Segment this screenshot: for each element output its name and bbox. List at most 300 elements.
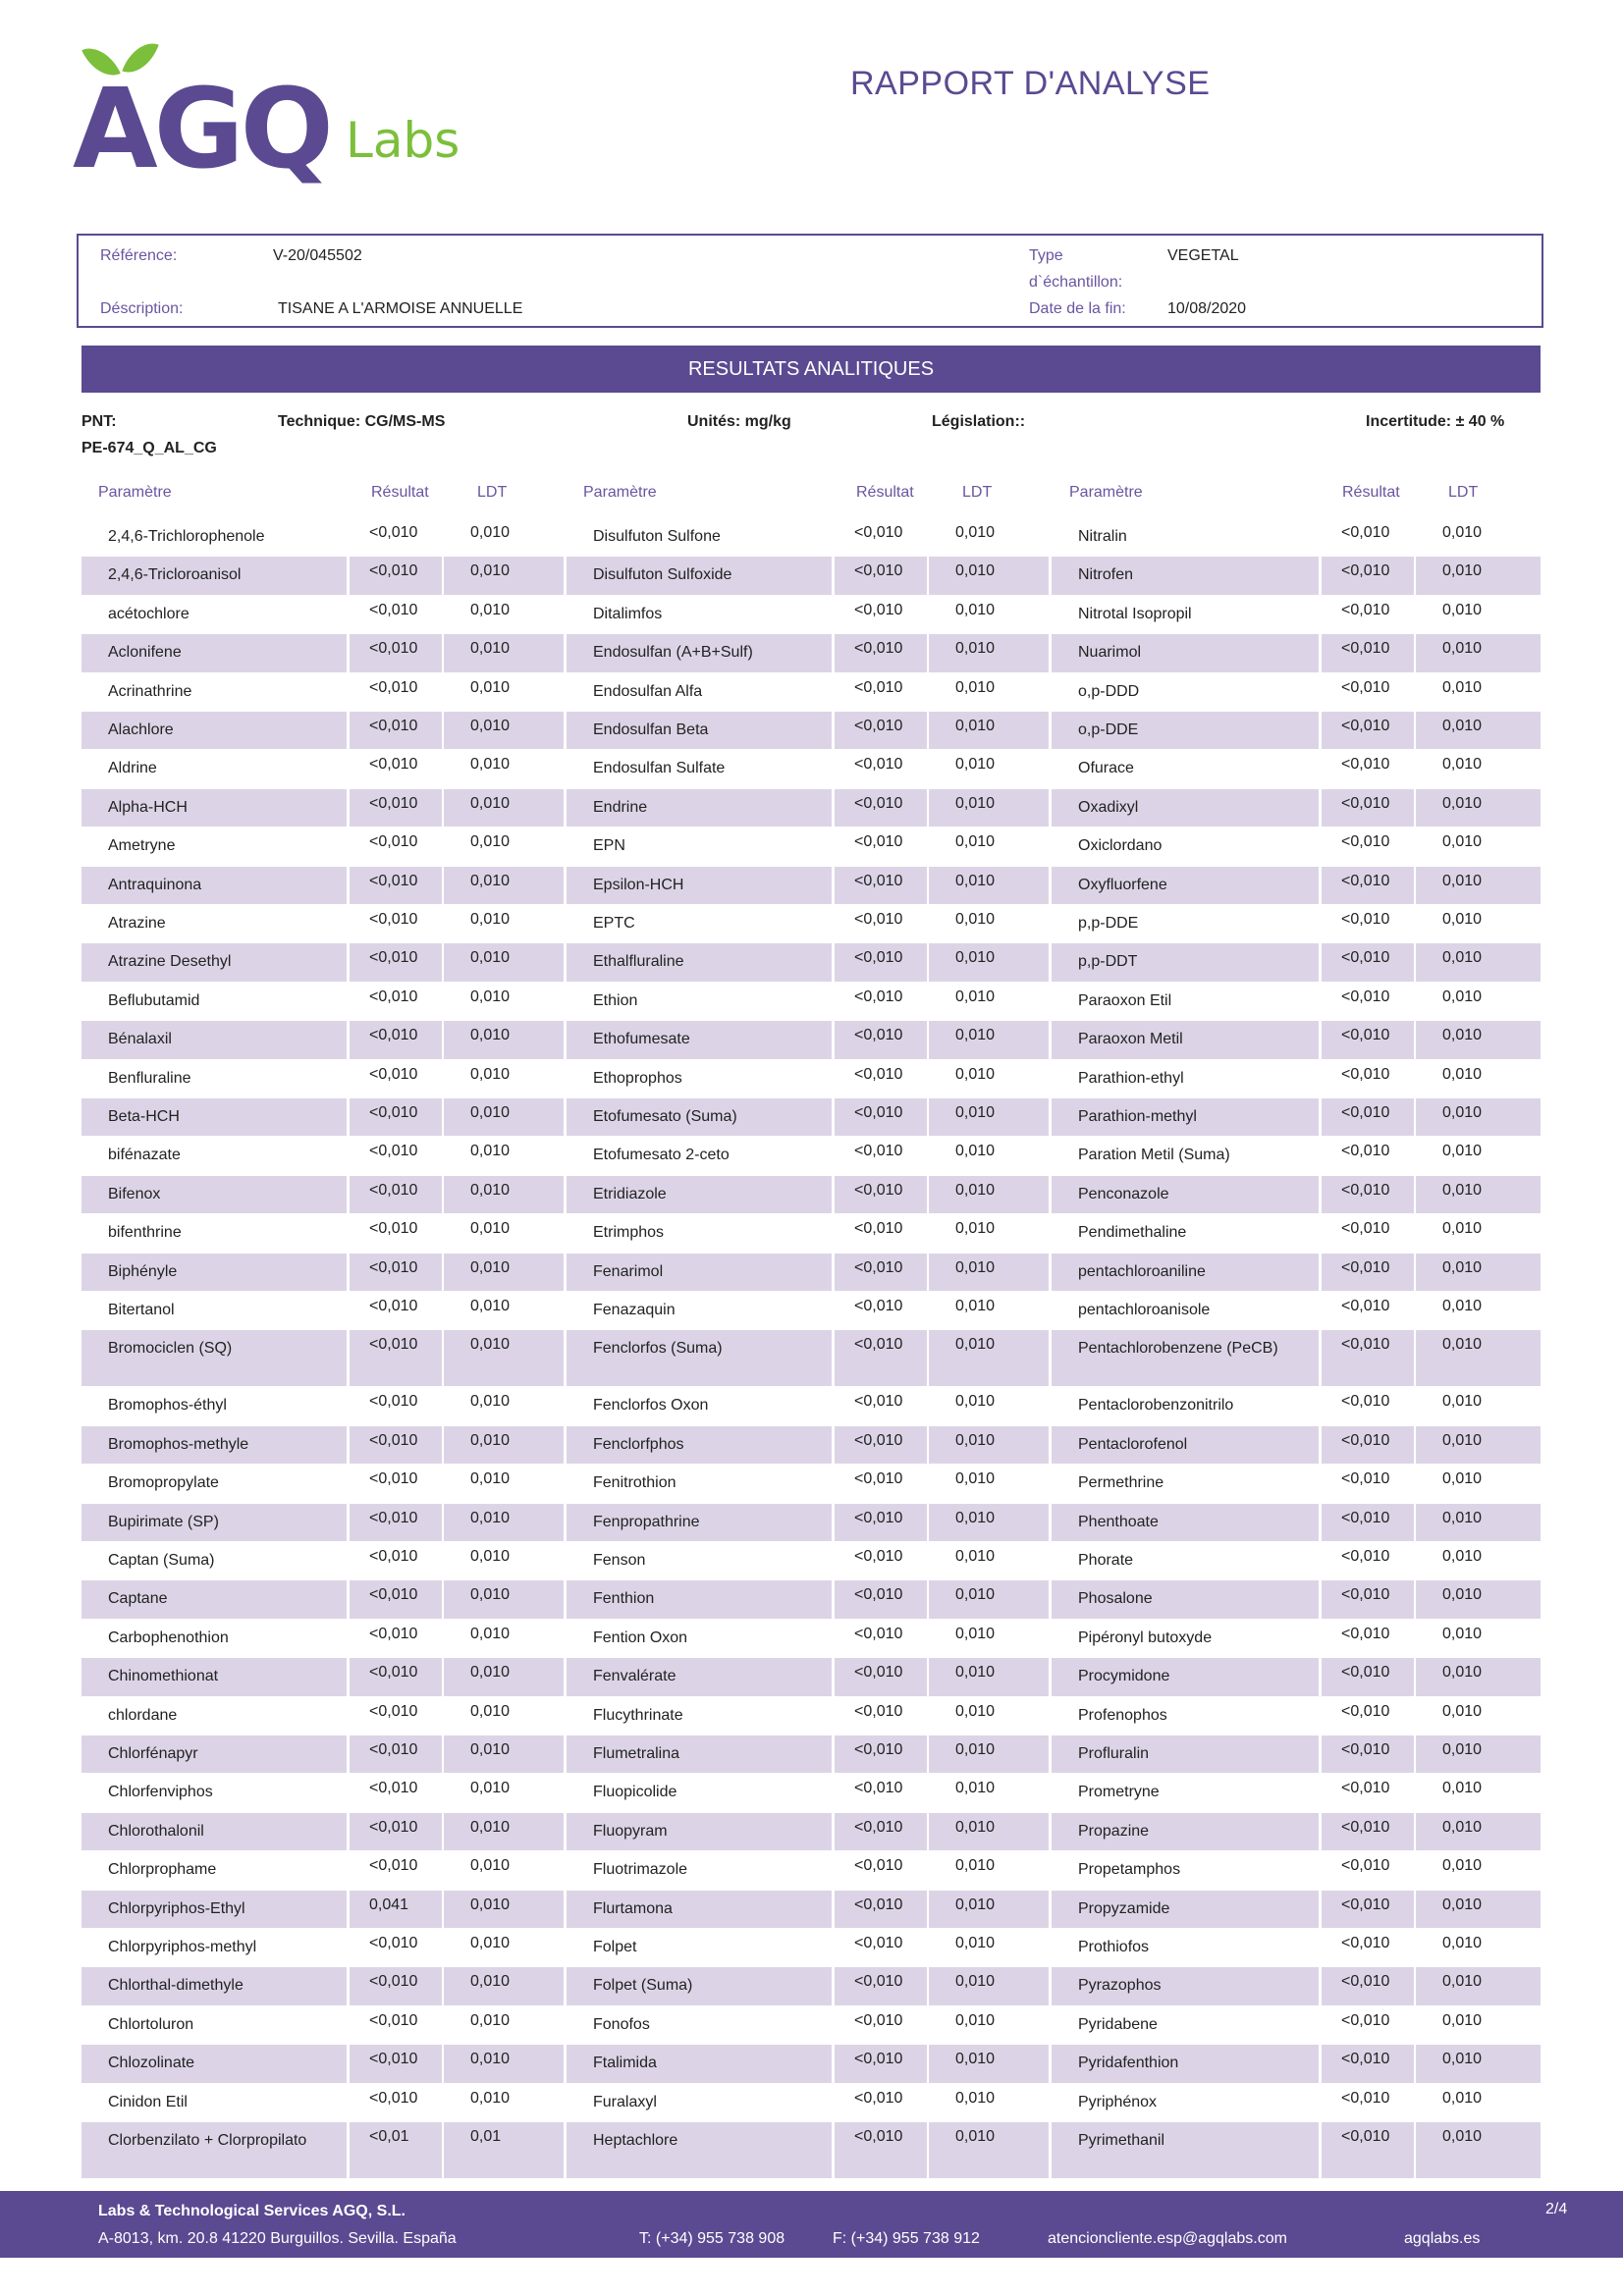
result-cell: 0,041 <box>350 1891 442 1928</box>
table-row <box>81 518 1541 556</box>
col-header-ldt-3: LDT <box>1448 484 1479 501</box>
ldt-cell: 0,010 <box>470 988 511 1005</box>
parameter-cell: Prometryne <box>1078 1784 1160 1801</box>
ldt-cell: 0,010 <box>955 1393 996 1411</box>
table-row <box>81 2045 1541 2082</box>
table-row <box>81 1658 1541 1695</box>
ldt-cell: 0,010 <box>470 2011 511 2029</box>
parameter-cell: Fluopyram <box>567 1813 832 1850</box>
table-row <box>81 1098 1541 1136</box>
table-row <box>81 1254 1541 1291</box>
result-cell: <0,010 <box>369 678 418 696</box>
ldt-cell: 0,010 <box>1416 1330 1541 1386</box>
result-cell: <0,010 <box>854 756 903 774</box>
result-cell: <0,010 <box>369 1935 418 1951</box>
table-row <box>81 557 1541 594</box>
ldt-cell: 0,010 <box>929 634 1049 671</box>
reference-value: V-20/045502 <box>273 247 362 264</box>
ldt-cell: 0,010 <box>955 2089 996 2107</box>
parameter-cell: Bénalaxil <box>81 1021 347 1058</box>
parameter-cell: Phosalone <box>1052 1580 1319 1618</box>
ldt-cell: 0,010 <box>1416 1426 1541 1464</box>
col-header-param-1: Paramètre <box>98 484 172 501</box>
result-cell: <0,010 <box>369 601 418 618</box>
col-header-result-1: Résultat <box>371 484 429 501</box>
ldt-cell: 0,010 <box>444 1658 564 1695</box>
parameter-cell: Ethalfluraline <box>567 943 832 981</box>
result-cell: <0,010 <box>1322 1426 1414 1464</box>
ldt-cell: 0,010 <box>955 911 996 928</box>
footer-email: atencioncliente.esp@agqlabs.com <box>1048 2230 1287 2247</box>
result-cell: <0,010 <box>369 1393 418 1411</box>
result-cell: <0,010 <box>350 1580 442 1618</box>
result-cell: <0,010 <box>1322 1330 1414 1386</box>
parameter-cell: Pyrimethanil <box>1052 2122 1319 2178</box>
ldt-cell: 0,010 <box>470 1065 511 1083</box>
ldt-cell: 0,010 <box>955 1220 996 1238</box>
parameter-cell: Ethion <box>593 991 638 1009</box>
parameter-cell: Chlorfenviphos <box>108 1784 213 1801</box>
result-cell: <0,010 <box>835 1658 927 1695</box>
ldt-cell: 0,010 <box>470 524 511 541</box>
result-cell: <0,010 <box>1322 1580 1414 1618</box>
table-row <box>81 943 1541 981</box>
result-cell: <0,010 <box>1341 911 1390 928</box>
parameter-cell: Folpet (Suma) <box>567 1967 832 2004</box>
table-row <box>81 1851 1541 1889</box>
table-row <box>81 1735 1541 1773</box>
result-cell: <0,010 <box>1322 1254 1414 1291</box>
ldt-cell: 0,010 <box>444 1330 564 1386</box>
table-row <box>81 712 1541 749</box>
ldt-cell: 0,010 <box>955 1065 996 1083</box>
parameter-cell: Fenpropathrine <box>567 1504 832 1541</box>
result-cell: <0,010 <box>1341 1702 1390 1720</box>
table-row <box>81 1330 1541 1386</box>
parameter-cell: Fenclorfphos <box>567 1426 832 1464</box>
result-cell: <0,010 <box>1341 1393 1390 1411</box>
result-cell: <0,010 <box>854 988 903 1005</box>
result-cell: <0,010 <box>854 911 903 928</box>
result-cell: <0,01 <box>350 2122 442 2178</box>
parameter-cell: Chlozolinate <box>81 2045 347 2082</box>
parameter-cell: Fenitrothion <box>593 1474 676 1492</box>
result-cell: <0,010 <box>854 1625 903 1642</box>
ldt-cell: 0,010 <box>1442 1220 1483 1238</box>
result-cell: <0,010 <box>835 1176 927 1213</box>
reference-label: Référence: <box>100 247 178 264</box>
result-cell: <0,010 <box>1341 678 1390 696</box>
result-cell: <0,010 <box>1322 712 1414 749</box>
ldt-cell: 0,010 <box>955 678 996 696</box>
result-cell: <0,010 <box>1341 1470 1390 1488</box>
end-date-label: Date de la fin: <box>1029 300 1126 317</box>
result-cell: <0,010 <box>835 1580 927 1618</box>
parameter-cell: Fenson <box>593 1552 646 1569</box>
result-cell: <0,010 <box>1341 1548 1390 1565</box>
result-cell: <0,010 <box>369 1220 418 1238</box>
result-cell: <0,010 <box>1322 1813 1414 1850</box>
ldt-cell: 0,010 <box>1416 557 1541 594</box>
ldt-cell: 0,010 <box>929 1176 1049 1213</box>
ldt-cell: 0,010 <box>929 1813 1049 1850</box>
parameter-cell: Ethoprophos <box>593 1069 682 1087</box>
parameter-cell: Ethofumesate <box>567 1021 832 1058</box>
ldt-cell: 0,010 <box>929 2122 1049 2178</box>
result-cell: <0,010 <box>1341 833 1390 851</box>
ldt-cell: 0,010 <box>1442 524 1483 541</box>
ldt-cell: 0,010 <box>929 1330 1049 1386</box>
ldt-cell: 0,010 <box>1416 1021 1541 1058</box>
ldt-cell: 0,010 <box>444 1504 564 1541</box>
ldt-cell: 0,010 <box>470 833 511 851</box>
ldt-cell: 0,010 <box>470 756 511 774</box>
ldt-cell: 0,010 <box>470 1470 511 1488</box>
ldt-cell: 0,010 <box>1442 1143 1483 1160</box>
result-cell: <0,010 <box>350 2045 442 2082</box>
parameter-cell: Propyzamide <box>1052 1891 1319 1928</box>
result-cell: <0,010 <box>835 2122 927 2178</box>
parameter-cell: EPTC <box>593 915 635 932</box>
parameter-cell: Parathion-methyl <box>1052 1098 1319 1136</box>
parameter-cell: p,p-DDT <box>1052 943 1319 981</box>
table-row <box>81 789 1541 827</box>
ldt-cell: 0,010 <box>470 911 511 928</box>
result-cell: <0,010 <box>350 1735 442 1773</box>
result-cell: <0,010 <box>1322 1098 1414 1136</box>
result-cell: <0,010 <box>350 557 442 594</box>
ldt-cell: 0,010 <box>1416 2045 1541 2082</box>
result-cell: <0,010 <box>835 1254 927 1291</box>
result-cell: <0,010 <box>854 1702 903 1720</box>
parameter-cell: Fenthion <box>567 1580 832 1618</box>
parameter-cell: Aclonifene <box>81 634 347 671</box>
footer-phone: T: (+34) 955 738 908 <box>639 2230 785 2247</box>
ldt-cell: 0,010 <box>470 1935 511 1951</box>
result-cell: <0,010 <box>854 1065 903 1083</box>
ldt-cell: 0,010 <box>955 1548 996 1565</box>
parameter-cell: Paraoxon Etil <box>1078 991 1172 1009</box>
table-row <box>81 1891 1541 1928</box>
result-cell: <0,010 <box>350 789 442 827</box>
parameter-cell: Endosulfan Sulfate <box>593 760 726 777</box>
ldt-cell: 0,010 <box>444 1021 564 1058</box>
ldt-cell: 0,010 <box>1442 601 1483 618</box>
result-cell: <0,010 <box>1341 1298 1390 1314</box>
parameter-cell: Pentachlorobenzene (PeCB) <box>1052 1330 1319 1386</box>
parameter-cell: Pyrazophos <box>1052 1967 1319 2004</box>
ldt-cell: 0,010 <box>1416 1098 1541 1136</box>
result-cell: <0,010 <box>854 2089 903 2107</box>
ldt-cell: 0,010 <box>444 789 564 827</box>
result-cell: <0,010 <box>369 1625 418 1642</box>
ldt-cell: 0,010 <box>1416 634 1541 671</box>
parameter-cell: Nuarimol <box>1052 634 1319 671</box>
table-row <box>81 673 1541 711</box>
result-cell: <0,010 <box>1322 1735 1414 1773</box>
parameter-cell: Paration Metil (Suma) <box>1078 1147 1230 1164</box>
ldt-cell: 0,010 <box>444 1580 564 1618</box>
description-value: TISANE A L'ARMOISE ANNUELLE <box>278 300 523 317</box>
parameter-cell: Endosulfan (A+B+Sulf) <box>567 634 832 671</box>
table-row <box>81 596 1541 633</box>
parameter-cell: p,p-DDE <box>1078 915 1139 932</box>
parameter-cell: Paraoxon Metil <box>1052 1021 1319 1058</box>
table-row <box>81 2006 1541 2044</box>
ldt-cell: 0,010 <box>1442 1548 1483 1565</box>
ldt-cell: 0,010 <box>929 712 1049 749</box>
table-row <box>81 1813 1541 1850</box>
result-cell: <0,010 <box>835 1735 927 1773</box>
legislation: Législation:: <box>932 413 1026 430</box>
result-cell: <0,010 <box>369 1702 418 1720</box>
parameter-cell: Carbophenothion <box>108 1629 229 1646</box>
table-row <box>81 1929 1541 1966</box>
footer-address: A-8013, km. 20.8 41220 Burguillos. Sevilla. España <box>98 2230 457 2247</box>
parameter-cell: Aldrine <box>108 760 157 777</box>
result-cell: <0,010 <box>350 1254 442 1291</box>
parameter-cell: Captane <box>81 1580 347 1618</box>
ldt-cell: 0,010 <box>1416 2122 1541 2178</box>
footer-website: agqlabs.es <box>1404 2230 1481 2247</box>
parameter-cell: Acrinathrine <box>108 682 192 700</box>
ldt-cell: 0,010 <box>1416 1580 1541 1618</box>
ldt-cell: 0,010 <box>955 524 996 541</box>
result-cell: <0,010 <box>1322 634 1414 671</box>
logo-labs: Labs <box>346 112 460 169</box>
result-cell: <0,010 <box>1341 1935 1390 1951</box>
parameter-cell: Chlorpyriphos-methyl <box>108 1939 257 1955</box>
parameter-cell: Fenarimol <box>567 1254 832 1291</box>
parameter-cell: pentachloroaniline <box>1052 1254 1319 1291</box>
parameter-cell: Prothiofos <box>1078 1939 1150 1955</box>
result-cell: <0,010 <box>350 1813 442 1850</box>
parameter-cell: Ametryne <box>108 837 176 855</box>
parameter-cell: Procymidone <box>1052 1658 1319 1695</box>
ldt-cell: 0,010 <box>1416 1967 1541 2004</box>
result-cell: <0,010 <box>835 2045 927 2082</box>
result-cell: <0,010 <box>1322 1658 1414 1695</box>
ldt-cell: 0,010 <box>470 1857 511 1875</box>
ldt-cell: 0,010 <box>470 678 511 696</box>
parameter-cell: EPN <box>593 837 625 855</box>
parameter-cell: Chlorothalonil <box>81 1813 347 1850</box>
table-row <box>81 2084 1541 2121</box>
result-cell: <0,010 <box>1322 1021 1414 1058</box>
ldt-cell: 0,010 <box>929 1098 1049 1136</box>
result-cell: <0,010 <box>854 1857 903 1875</box>
result-cell: <0,010 <box>1322 557 1414 594</box>
ldt-cell: 0,010 <box>955 2011 996 2029</box>
end-date-value: 10/08/2020 <box>1167 300 1247 317</box>
result-cell: <0,010 <box>1341 1220 1390 1238</box>
ldt-cell: 0,010 <box>470 1780 511 1797</box>
page-number: 2/4 <box>1545 2201 1568 2217</box>
parameter-cell: Propetamphos <box>1078 1861 1181 1879</box>
parameter-cell: Parathion-ethyl <box>1078 1069 1184 1087</box>
ldt-cell: 0,010 <box>1442 1065 1483 1083</box>
result-cell: <0,010 <box>1322 789 1414 827</box>
ldt-cell: 0,010 <box>1442 678 1483 696</box>
parameter-cell: Beflubutamid <box>108 991 200 1009</box>
parameter-cell: Ftalimida <box>567 2045 832 2082</box>
result-cell: <0,010 <box>1341 2011 1390 2029</box>
ldt-cell: 0,010 <box>444 943 564 981</box>
units: Unités: mg/kg <box>687 413 791 430</box>
parameter-cell: Pentaclorofenol <box>1052 1426 1319 1464</box>
parameter-cell: Etofumesato 2-ceto <box>593 1147 730 1164</box>
result-cell: <0,010 <box>1322 943 1414 981</box>
result-cell: <0,010 <box>1322 2045 1414 2082</box>
table-row <box>81 1774 1541 1811</box>
ldt-cell: 0,010 <box>929 943 1049 981</box>
ldt-cell: 0,010 <box>1416 1735 1541 1773</box>
ldt-cell: 0,010 <box>444 1254 564 1291</box>
ldt-cell: 0,010 <box>444 634 564 671</box>
result-cell: <0,010 <box>350 1967 442 2004</box>
parameter-cell: Oxiclordano <box>1078 837 1163 855</box>
ldt-cell: 0,010 <box>444 1176 564 1213</box>
parameter-cell: pentachloroanisole <box>1078 1302 1211 1318</box>
ldt-cell: 0,010 <box>955 1857 996 1875</box>
parameter-cell: Disulfuton Sulfone <box>593 528 721 545</box>
table-row <box>81 1620 1541 1657</box>
parameter-cell: 2,4,6-Tricloroanisol <box>81 557 347 594</box>
ldt-cell: 0,010 <box>1442 1857 1483 1875</box>
parameter-cell: Clorbenzilato + Clorpropilato <box>81 2122 347 2178</box>
ldt-cell: 0,010 <box>929 1658 1049 1695</box>
parameter-cell: Fenvalérate <box>567 1658 832 1695</box>
parameter-cell: Bitertanol <box>108 1302 175 1318</box>
result-cell: <0,010 <box>835 1504 927 1541</box>
result-cell: <0,010 <box>835 1021 927 1058</box>
ldt-cell: 0,010 <box>470 1702 511 1720</box>
ldt-cell: 0,010 <box>1442 1625 1483 1642</box>
ldt-cell: 0,010 <box>1442 911 1483 928</box>
ldt-cell: 0,010 <box>1416 1254 1541 1291</box>
parameter-cell: Oxyfluorfene <box>1052 867 1319 904</box>
result-cell: <0,010 <box>350 1504 442 1541</box>
parameter-cell: Bupirimate (SP) <box>81 1504 347 1541</box>
parameter-cell: Permethrine <box>1078 1474 1164 1492</box>
parameter-cell: Fenclorfos (Suma) <box>567 1330 832 1386</box>
parameter-cell: Pentaclorobenzonitrilo <box>1078 1397 1234 1415</box>
result-cell: <0,010 <box>350 867 442 904</box>
result-cell: <0,010 <box>854 678 903 696</box>
parameter-cell: Endosulfan Beta <box>567 712 832 749</box>
result-cell: <0,010 <box>835 557 927 594</box>
table-row <box>81 1426 1541 1464</box>
result-cell: <0,010 <box>369 2089 418 2107</box>
result-cell: <0,010 <box>350 634 442 671</box>
result-cell: <0,010 <box>835 943 927 981</box>
ldt-cell: 0,010 <box>444 1891 564 1928</box>
table-row <box>81 1542 1541 1579</box>
ldt-cell: 0,010 <box>1416 943 1541 981</box>
table-row <box>81 1504 1541 1541</box>
parameter-cell: Benfluraline <box>108 1069 191 1087</box>
result-cell: <0,010 <box>350 943 442 981</box>
ldt-cell: 0,010 <box>955 1780 996 1797</box>
parameter-cell: Propazine <box>1052 1813 1319 1850</box>
ldt-cell: 0,010 <box>1416 712 1541 749</box>
ldt-cell: 0,010 <box>1442 1702 1483 1720</box>
ldt-cell: 0,010 <box>955 756 996 774</box>
parameter-cell: Alachlore <box>81 712 347 749</box>
result-cell: <0,010 <box>854 1470 903 1488</box>
results-header: RESULTATS ANALITIQUES <box>81 346 1541 393</box>
ldt-cell: 0,010 <box>470 1393 511 1411</box>
sample-type-label-2: d`échantillon: <box>1029 274 1123 291</box>
result-cell: <0,010 <box>350 1176 442 1213</box>
parameter-cell: Disulfuton Sulfoxide <box>567 557 832 594</box>
col-header-param-2: Paramètre <box>583 484 657 501</box>
result-cell: <0,010 <box>1341 1625 1390 1642</box>
ldt-cell: 0,010 <box>470 1625 511 1642</box>
parameter-cell: Fenazaquin <box>593 1302 676 1318</box>
parameter-cell: chlordane <box>108 1706 178 1724</box>
ldt-cell: 0,010 <box>955 833 996 851</box>
ldt-cell: 0,010 <box>955 1625 996 1642</box>
ldt-cell: 0,010 <box>1416 1891 1541 1928</box>
parameter-cell: Profluralin <box>1052 1735 1319 1773</box>
parameter-cell: Pendimethaline <box>1078 1224 1187 1242</box>
parameter-cell: Pyridabene <box>1078 2015 1158 2033</box>
result-cell: <0,010 <box>369 1780 418 1797</box>
pnt-label: PNT: <box>81 413 117 430</box>
parameter-cell: Phorate <box>1078 1552 1134 1569</box>
parameter-cell: Ditalimfos <box>593 605 663 622</box>
result-cell: <0,010 <box>1322 1504 1414 1541</box>
result-cell: <0,010 <box>835 634 927 671</box>
result-cell: <0,010 <box>1322 2122 1414 2178</box>
parameter-cell: Biphényle <box>81 1254 347 1291</box>
result-cell: <0,010 <box>350 712 442 749</box>
parameter-cell: Beta-HCH <box>81 1098 347 1136</box>
table-row <box>81 1137 1541 1174</box>
parameter-cell: Chlorthal-dimethyle <box>81 1967 347 2004</box>
ldt-cell: 0,010 <box>955 1935 996 1951</box>
parameter-cell: bifenthrine <box>108 1224 182 1242</box>
result-cell: <0,010 <box>369 756 418 774</box>
ldt-cell: 0,010 <box>929 1580 1049 1618</box>
parameter-cell: Atrazine Desethyl <box>81 943 347 981</box>
result-cell: <0,010 <box>835 1330 927 1386</box>
parameter-cell: Chlorpyriphos-Ethyl <box>81 1891 347 1928</box>
ldt-cell: 0,010 <box>955 988 996 1005</box>
col-header-result-2: Résultat <box>856 484 914 501</box>
result-cell: <0,010 <box>369 1143 418 1160</box>
result-cell: <0,010 <box>835 867 927 904</box>
ldt-cell: 0,010 <box>955 601 996 618</box>
parameter-cell: Fluopicolide <box>593 1784 677 1801</box>
parameter-cell: 2,4,6-Trichlorophenole <box>108 528 265 545</box>
parameter-cell: Etrimphos <box>593 1224 665 1242</box>
parameter-cell: Cinidon Etil <box>108 2093 188 2110</box>
parameter-cell: Chlortoluron <box>108 2015 194 2033</box>
ldt-cell: 0,010 <box>444 1426 564 1464</box>
parameter-cell: Phenthoate <box>1052 1504 1319 1541</box>
result-cell: <0,010 <box>854 601 903 618</box>
ldt-cell: 0,010 <box>1416 1658 1541 1695</box>
parameter-cell: Atrazine <box>108 915 166 932</box>
parameter-cell: Fenclorfos Oxon <box>593 1397 709 1415</box>
result-cell: <0,010 <box>854 833 903 851</box>
table-row <box>81 1021 1541 1058</box>
parameter-cell: Bromociclen (SQ) <box>81 1330 347 1386</box>
parameter-cell: Etofumesato (Suma) <box>567 1098 832 1136</box>
result-cell: <0,010 <box>1341 1780 1390 1797</box>
